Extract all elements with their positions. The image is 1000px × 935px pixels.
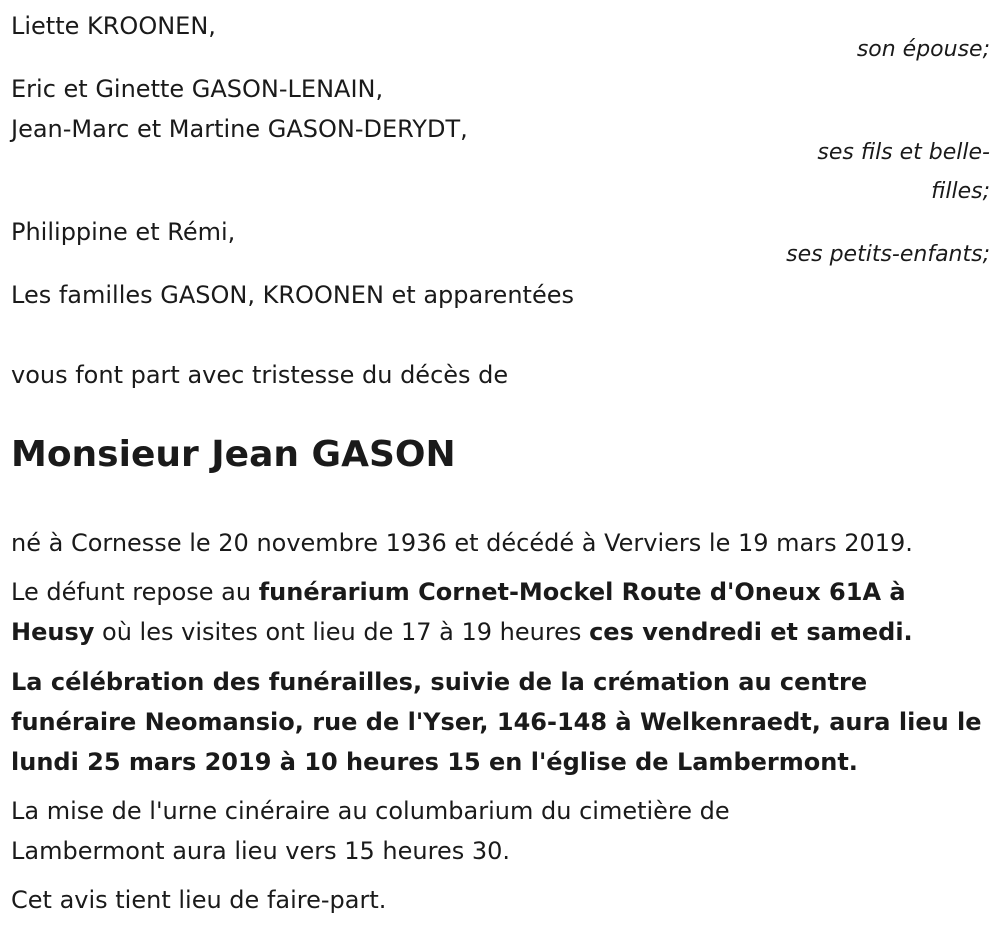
deceased-name: Monsieur Jean GASON	[11, 434, 456, 475]
sons-role-line-2: filles;	[931, 179, 990, 204]
grandchildren: Philippine et Rémi,	[11, 218, 236, 246]
spouse-role: son épouse;	[856, 37, 990, 62]
announcement: vous font part avec tristesse du décès de	[11, 361, 509, 389]
urn-paragraph: La mise de l'urne cinéraire au columbarium du cimetière de Lambermont aura lieu vers 15 heures 30.	[11, 797, 730, 865]
son-1: Eric et Ginette GASON-LENAIN,	[11, 75, 384, 103]
rest-text-1: Le défunt repose au	[11, 578, 259, 606]
visit-days: ces vendredi et samedi.	[589, 618, 913, 646]
funeral-home: funérarium Cornet-Mockel Route d'Oneux 61A à Heusy	[11, 578, 906, 646]
families-line: Les familles GASON, KROONEN et apparentées	[11, 281, 574, 309]
sons-role-line-1: ses fils et belle-	[817, 140, 990, 165]
grandchildren-role: ses petits-enfants;	[786, 242, 990, 267]
closing-line: Cet avis tient lieu de faire-part.	[11, 886, 387, 914]
spouse-name: Liette KROONEN,	[11, 12, 216, 40]
birth-death: né à Cornesse le 20 novembre 1936 et décédé à Verviers le 19 mars 2019.	[11, 529, 913, 557]
rest-text-2: où les visites ont lieu de 17 à 19 heures	[94, 618, 590, 646]
rest-paragraph	[11, 572, 996, 652]
son-2: Jean-Marc et Martine GASON-DERYDT,	[11, 115, 468, 143]
ceremony-paragraph: La célébration des funérailles, suivie de la crémation au centre funéraire Neomansio, rue de l'Yser, 146-148 à Welkenraedt, aura lieu le lundi 25 mars 2019 à 10 heures 15 en l'église de Lambermont.	[11, 668, 982, 776]
